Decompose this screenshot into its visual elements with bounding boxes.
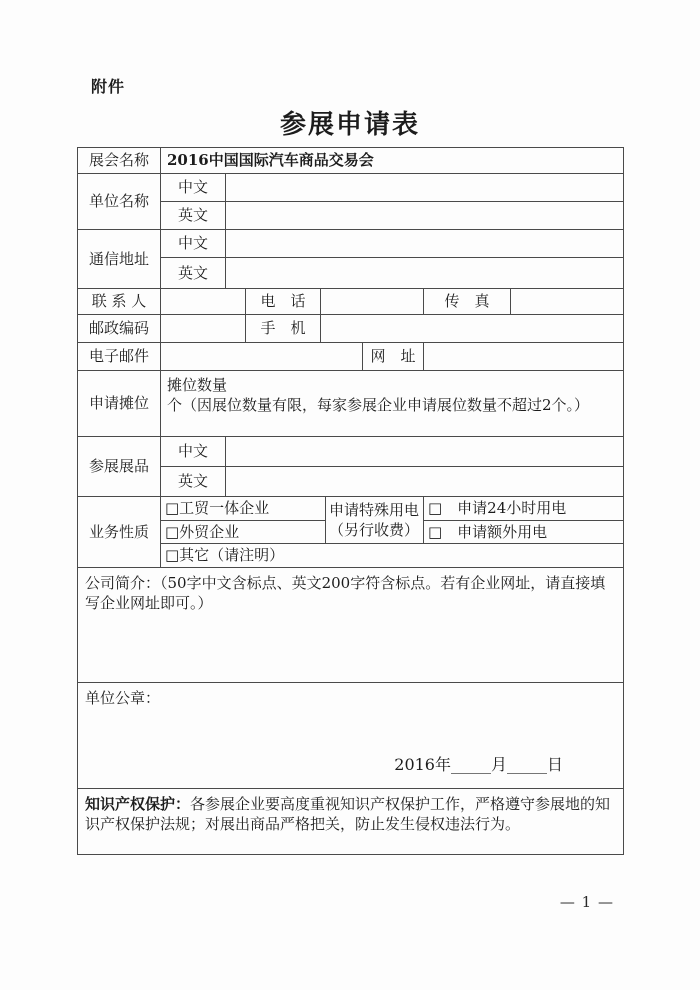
attachment-label: 附件 [91, 77, 126, 96]
postcode-label: 邮政编码 [78, 315, 161, 343]
page-number: — 1 — [559, 893, 614, 911]
contact-table [77, 288, 624, 371]
company-name-cn-label: 中文 [161, 174, 226, 202]
booth-table [77, 370, 624, 437]
booth-quantity-label: 摊位数量 [167, 376, 228, 394]
company-name-en-label: 英文 [161, 202, 226, 230]
table-row [78, 437, 624, 467]
table-row [78, 682, 624, 788]
website-label: 网 址 [363, 343, 424, 371]
company-profile-text: 公司简介：（50字中文含标点、英文200字符含标点。若有企业网址，请直接填写企业网址即可。） [85, 573, 606, 612]
company-seal-table [77, 682, 624, 789]
table-row [78, 230, 624, 258]
phone-label: 电 话 [246, 289, 321, 315]
page-title: 参展申请表 [279, 110, 420, 140]
email-field[interactable] [161, 343, 363, 371]
mobile-field[interactable] [321, 315, 624, 343]
address-cn-label: 中文 [161, 230, 226, 258]
company-name-en-field[interactable] [226, 202, 624, 230]
table-row [78, 289, 624, 315]
exhibits-en-label: 英文 [161, 467, 226, 497]
application-form [77, 147, 623, 855]
contact-label: 联 系 人 [78, 289, 161, 315]
checkbox-foreign-trade[interactable]: □外贸企业 [161, 521, 326, 544]
mobile-label: 手 机 [246, 315, 321, 343]
address-label: 通信地址 [78, 230, 161, 289]
postcode-field[interactable] [161, 315, 246, 343]
exhibition-name-label: 展会名称 [78, 148, 161, 174]
table-row [78, 315, 624, 343]
address-cn-field[interactable] [226, 230, 624, 258]
special-power-label [326, 497, 424, 544]
table-row [78, 148, 624, 174]
table-row [78, 371, 624, 437]
booth-label: 申请摊位 [78, 371, 161, 437]
exhibits-table [77, 436, 624, 497]
exhibition-name-value: 2016中国国际汽车商品交易会 [161, 148, 624, 174]
exhibits-cn-field[interactable] [226, 437, 624, 467]
ip-protection-label: 知识产权保护： [85, 794, 191, 813]
checkbox-24h-power[interactable]: □ 申请24小时用电 [424, 497, 624, 521]
ip-protection-cell [78, 788, 624, 854]
exhibition-name-table [77, 147, 624, 174]
company-seal-label: 单位公章： [85, 688, 161, 707]
company-name-cn-field[interactable] [226, 174, 624, 202]
checkbox-industry-trade[interactable]: □工贸一体企业 [161, 497, 326, 521]
address-en-label: 英文 [161, 258, 226, 289]
email-label: 电子邮件 [78, 343, 161, 371]
ip-protection-text: 各参展企业要高度重视知识产权保护工作，严格遵守参展地的知识产权保护法规；对展出商品严格把关，防止发生侵权违法行为。 [85, 794, 611, 833]
exhibits-label: 参展展品 [78, 437, 161, 497]
special-power-line2: （另行收费） [329, 521, 420, 540]
table-row [78, 788, 624, 854]
table-row [78, 343, 624, 371]
checkbox-extra-power[interactable]: □ 申请额外用电 [424, 521, 624, 544]
exhibits-cn-label: 中文 [161, 437, 226, 467]
company-seal-field[interactable] [78, 682, 624, 788]
checkbox-other[interactable]: □其它（请注明） [161, 544, 624, 567]
business-nature-table [77, 496, 624, 568]
booth-quantity-note: 个（因展位数量有限，每家参展企业申请展位数量不超过2个。） [167, 396, 590, 415]
company-profile-field[interactable] [78, 567, 624, 682]
booth-field[interactable] [161, 371, 624, 437]
address-en-field[interactable] [226, 258, 624, 289]
company-address-table [77, 173, 624, 289]
table-row [78, 497, 624, 521]
seal-date-line: 2016年_____月_____日 [394, 754, 563, 774]
exhibits-en-field[interactable] [226, 467, 624, 497]
contact-field[interactable] [161, 289, 246, 315]
special-power-line1: 申请特殊用电 [329, 500, 420, 519]
business-nature-label: 业务性质 [78, 497, 161, 568]
website-field[interactable] [424, 343, 624, 371]
company-profile-table [77, 567, 624, 683]
fax-label: 传 真 [424, 289, 511, 315]
table-row [78, 567, 624, 682]
company-name-label: 单位名称 [78, 174, 161, 230]
table-row [78, 174, 624, 202]
ip-protection-table [77, 788, 624, 855]
fax-field[interactable] [511, 289, 624, 315]
phone-field[interactable] [321, 289, 424, 315]
